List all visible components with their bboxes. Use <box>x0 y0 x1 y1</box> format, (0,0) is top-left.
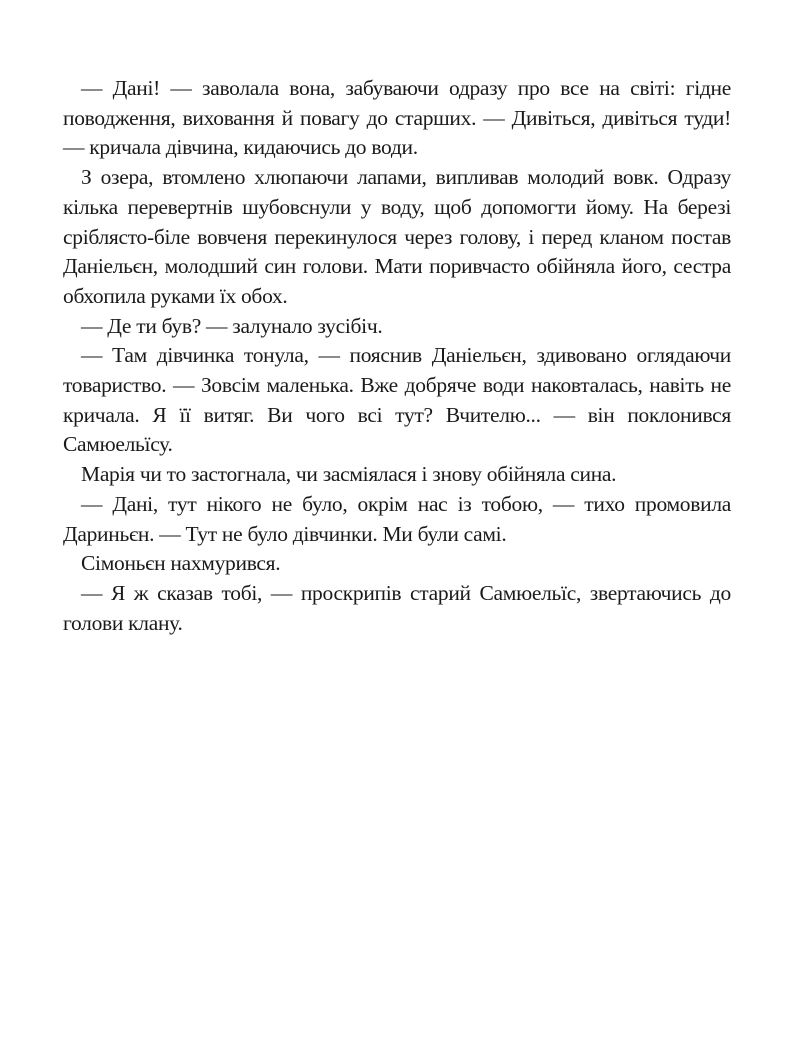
paragraph: Марія чи то застогнала, чи засміялася і знову обійняла сина. <box>81 462 617 487</box>
paragraph: — Дані, тут нікого не було, окрім нас із тобою, — тихо промовила Дариньєн. — Тут не було дівчинки. Ми були самі. <box>63 491 731 546</box>
paragraph: — Я ж сказав тобі, — проскрипів старий Самюельїс, звертаючись до голови клану. <box>63 580 731 635</box>
paragraph: Сімоньєн нахмурився. <box>81 551 281 576</box>
paragraph: З озера, втомлено хлюпаючи лапами, випливав молодий вовк. Одразу кілька перевертнів шубовснули у воду, щоб допомогти йому. На березі сріблясто-біле вовченя перекинулося через голову, і перед кланом постав Даніельєн, молодший син голови. Мати поривчасто обійняла його, сестра обхопила руками їх обох. <box>63 165 731 308</box>
paragraph: — Там дівчинка тонула, — пояснив Даніельєн, здивовано оглядаючи товариство. — Зовсім маленька. Вже добряче води наковталась, навіть не кричала. Я її витяг. Ви чого всі тут? Вчителю... — він поклонився Самюельїсу. <box>63 343 731 457</box>
paragraph: — Де ти був? — залунало зусібіч. <box>81 313 383 338</box>
paragraph: — Дані! — заволала вона, забуваючи одразу про все на світі: гідне поводження, виховання й повагу до старших. — Дивіться, дивіться туди! — кричала дівчина, кидаючись до води. <box>63 76 731 160</box>
page-text-body <box>63 74 731 638</box>
